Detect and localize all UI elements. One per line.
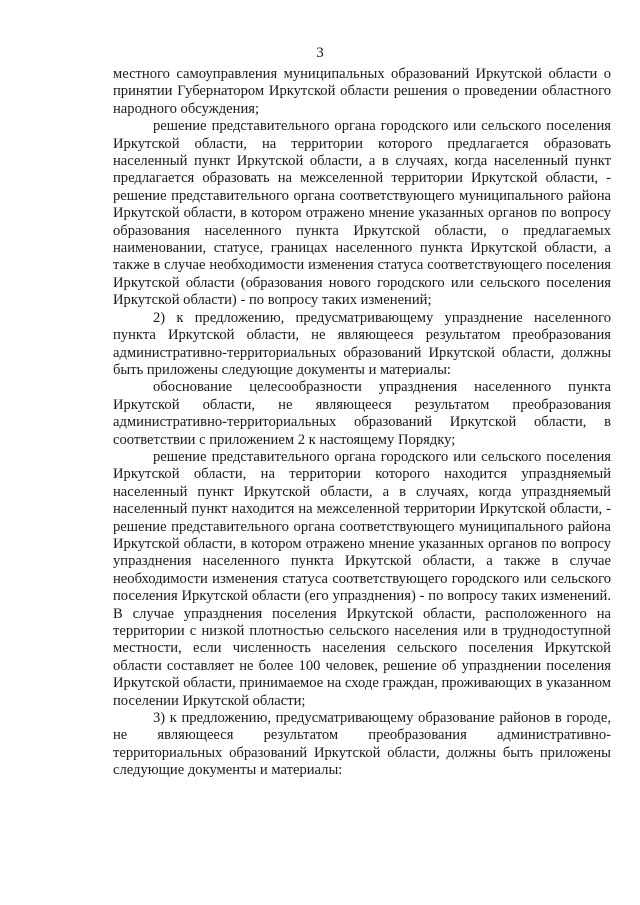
paragraph-abolition-decision: решение представительного органа городского или сельского поселения Иркутской области, на территории которого находится упраздняемый населенный пункт Иркутской области, а в случаях, когда упраздняемый населенный пункт находится на межселенной территории Иркутской области, - решение представительного органа соответствующего муниципального района Иркутской области, в котором отражено мнение указанных органов по вопросу упразднения населенного пункта Иркутской области, а также в случае необходимости изменения статуса соответствующего городского или сельского поселения Иркутской области (его упразднения) - по вопросу таких изменений. В случае упразднения поселения Иркутской области, расположенного на территории с низкой плотностью сельского населения или в труднодоступной местности, если численность населения сельского поселения Иркутской области составляет не более 100 человек, решение об упразднении поселения Иркутской области, принимаемое на сходе граждан, проживающих в указанном поселении Иркутской области; [113, 448, 611, 709]
page-number: 3 [316, 45, 324, 61]
paragraph-abolition-justification: обоснование целесообразности упразднения населенного пункта Иркутской области, не являющееся результатом преобразования административно-территориальных образований Иркутской области, в соответствии с приложением 2 к настоящему Порядку; [113, 379, 611, 448]
paragraph-settlement-formation-decision: решение представительного органа городского или сельского поселения Иркутской области, на территории которого предлагается образовать населенный пункт Иркутской области, а в случаях, когда населенный пункт предлагается образовать на межселенной территории Иркутской области, - решение представительного органа соответствующего муниципального района Иркутской области, в котором отражено мнение указанных органов по вопросу образования населенного пункта Иркутской области, о предлагаемых наименовании, статусе, границах населенного пункта Иркутской области, а также в случае необходимости изменения статуса соответствующего поселения Иркутской области (образования нового городского или сельского поселения Иркутской области) - по вопросу таких изменений; [113, 118, 611, 309]
paragraph-continuation: местного самоуправления муниципальных образований Иркутской области о принятии Губернатором Иркутской области решения о проведении областного народного обсуждения; [113, 66, 611, 117]
document-body [113, 66, 611, 780]
paragraph-item-2-abolition: 2) к предложению, предусматривающему упразднение населенного пункта Иркутской области, не являющееся результатом преобразования административно-территориальных образований Иркутской области, должны быть приложены следующие документы и материалы: [113, 309, 611, 378]
paragraph-item-3-city-districts: 3) к предложению, предусматривающему образование районов в городе, не являющееся результатом преобразования административно-территориальных образований Иркутской области, должны быть приложены следующие документы и материалы: [113, 710, 611, 779]
